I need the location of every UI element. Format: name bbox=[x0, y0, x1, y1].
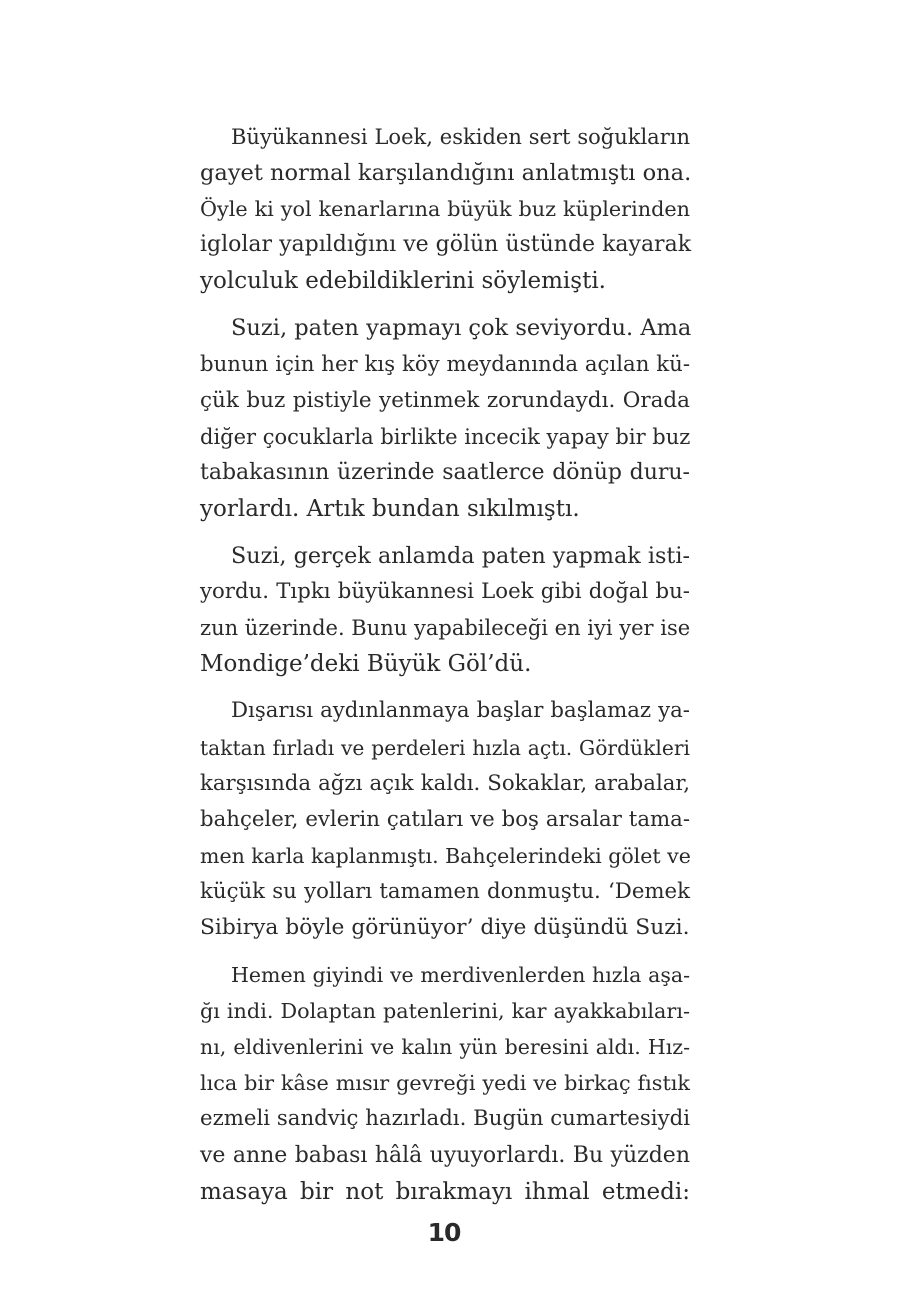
text-line: karşısında ağzı açık kaldı. Sokaklar, arabalar, bbox=[200, 770, 690, 796]
text-line: taktan fırladı ve perdeleri hızla açtı. Gördükleri bbox=[200, 735, 690, 760]
text-line: Mondige’deki Büyük Göl’dü. bbox=[200, 651, 532, 678]
text-line: ğı indi. Dolaptan patenlerini, kar ayakkabıları- bbox=[200, 999, 690, 1024]
text-line: zun üzerinde. Bunu yapabileceği en iyi yer ise bbox=[200, 616, 691, 641]
text-line: iglolar yapıldığını ve gölün üstünde kayarak bbox=[200, 232, 692, 258]
text-line: ezmeli sandviç hazırladı. Bugün cumartesiydi bbox=[200, 1106, 690, 1132]
paragraph bbox=[200, 538, 690, 682]
text-line: Büyükannesi Loek, eskiden sert soğukların bbox=[231, 125, 690, 149]
text-line: lıca bir kâse mısır gevreği yedi ve birkaç fıstık bbox=[200, 1071, 690, 1096]
text-line: küçük su yolları tamamen donmuştu. ‘Demek bbox=[200, 878, 690, 904]
page-number: 10 bbox=[427, 1218, 461, 1247]
text-line: Suzi, gerçek anlamda paten yapmak isti- bbox=[231, 543, 690, 570]
text-line: diğer çocuklarla birlikte incecik yapay bir buz bbox=[200, 424, 691, 449]
text-line: tabakasının üzerinde saatlerce dönüp duru- bbox=[200, 459, 690, 485]
text-line: çük buz pistiyle yetinmek zorundaydı. Orada bbox=[200, 387, 690, 413]
text-line: men karla kaplanmıştı. Bahçelerindeki gölet ve bbox=[200, 843, 691, 868]
text-line: Hemen giyindi ve merdivenlerden hızla aşa- bbox=[231, 963, 690, 988]
paragraph bbox=[200, 693, 690, 946]
paragraph bbox=[200, 119, 690, 299]
text-line: Öyle ki yol kenarlarına büyük buz küplerinden bbox=[200, 197, 690, 222]
paragraph bbox=[200, 310, 690, 527]
text-line: Suzi, paten yapmayı çok seviyordu. Ama bbox=[231, 315, 692, 342]
body-text bbox=[200, 119, 690, 1221]
text-line: masaya bir not bırakmayı ihmal etmedi: bbox=[200, 1178, 690, 1205]
text-line: Dışarısı aydınlanmaya başlar başlamaz ya- bbox=[231, 698, 690, 724]
text-line: ve anne babası hâlâ uyuyorlardı. Bu yüzden bbox=[200, 1142, 690, 1168]
text-line: yordu. Tıpkı büyükannesi Loek gibi doğal bu- bbox=[200, 579, 690, 605]
text-line: gayet normal karşılandığını anlatmıştı ona. bbox=[200, 160, 692, 187]
paragraph bbox=[200, 957, 690, 1210]
text-line: nı, eldivenlerini ve kalın yün beresini aldı. Hız- bbox=[200, 1035, 690, 1060]
text-line: Sibirya böyle görünüyor’ diye düşündü Suzi. bbox=[200, 914, 690, 940]
text-line: yolculuk edebildiklerini söylemişti. bbox=[200, 268, 606, 295]
text-line: yorlardı. Artık bundan sıkılmıştı. bbox=[200, 495, 580, 522]
text-line: bahçeler, evlerin çatıları ve boş arsalar tama- bbox=[200, 806, 690, 832]
text-line: bunun için her kış köy meydanında açılan kü- bbox=[200, 351, 690, 377]
